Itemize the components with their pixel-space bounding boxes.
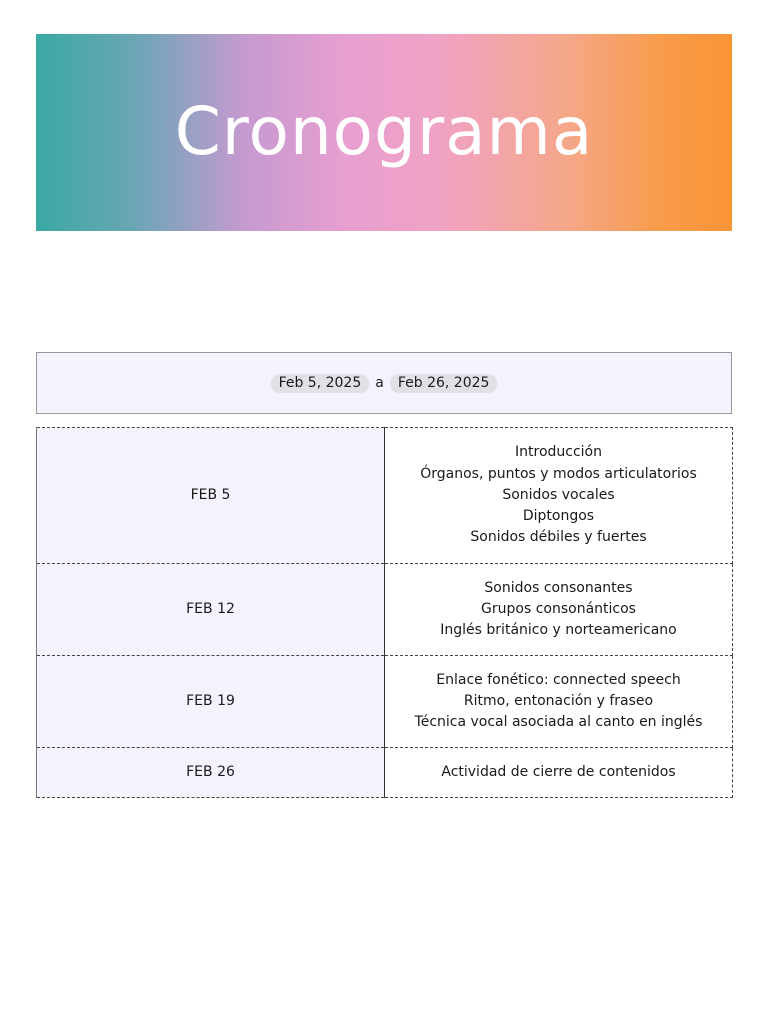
topic-item: Ritmo, entonación y fraseo — [463, 692, 654, 709]
start-date-chip[interactable]: Feb 5, 2025 — [271, 374, 370, 393]
table-row — [37, 748, 733, 798]
table-row — [37, 656, 733, 748]
table-row — [37, 428, 733, 564]
date-cell: FEB 26 — [37, 748, 385, 798]
header-banner — [36, 34, 732, 231]
schedule-table — [36, 427, 733, 798]
topics-cell — [385, 748, 733, 798]
topic-item: Órganos, puntos y modos articulatorios — [420, 465, 697, 482]
date-cell: FEB 19 — [37, 656, 385, 748]
topic-item: Enlace fonético: connected speech — [436, 671, 681, 688]
topic-item: Diptongos — [522, 508, 595, 525]
topics-cell — [385, 564, 733, 656]
topic-item: Actividad de cierre de contenidos — [441, 763, 676, 780]
topic-item: Sonidos consonantes — [484, 579, 633, 596]
topic-item: Técnica vocal asociada al canto en inglés — [414, 714, 703, 731]
page-title: Cronograma — [174, 93, 594, 170]
table-row — [37, 564, 733, 656]
date-range-separator: a — [375, 375, 384, 391]
topic-item: Sonidos vocales — [502, 486, 615, 503]
topics-cell — [385, 428, 733, 564]
topic-item: Grupos consonánticos — [481, 600, 636, 617]
topic-item: Introducción — [515, 444, 602, 461]
date-range — [36, 352, 732, 414]
topic-item: Sonidos débiles y fuertes — [470, 529, 647, 546]
date-cell: FEB 12 — [37, 564, 385, 656]
topics-cell — [385, 656, 733, 748]
date-cell: FEB 5 — [37, 428, 385, 564]
topic-item: Inglés británico y norteamericano — [440, 622, 677, 639]
end-date-chip[interactable]: Feb 26, 2025 — [390, 374, 498, 393]
